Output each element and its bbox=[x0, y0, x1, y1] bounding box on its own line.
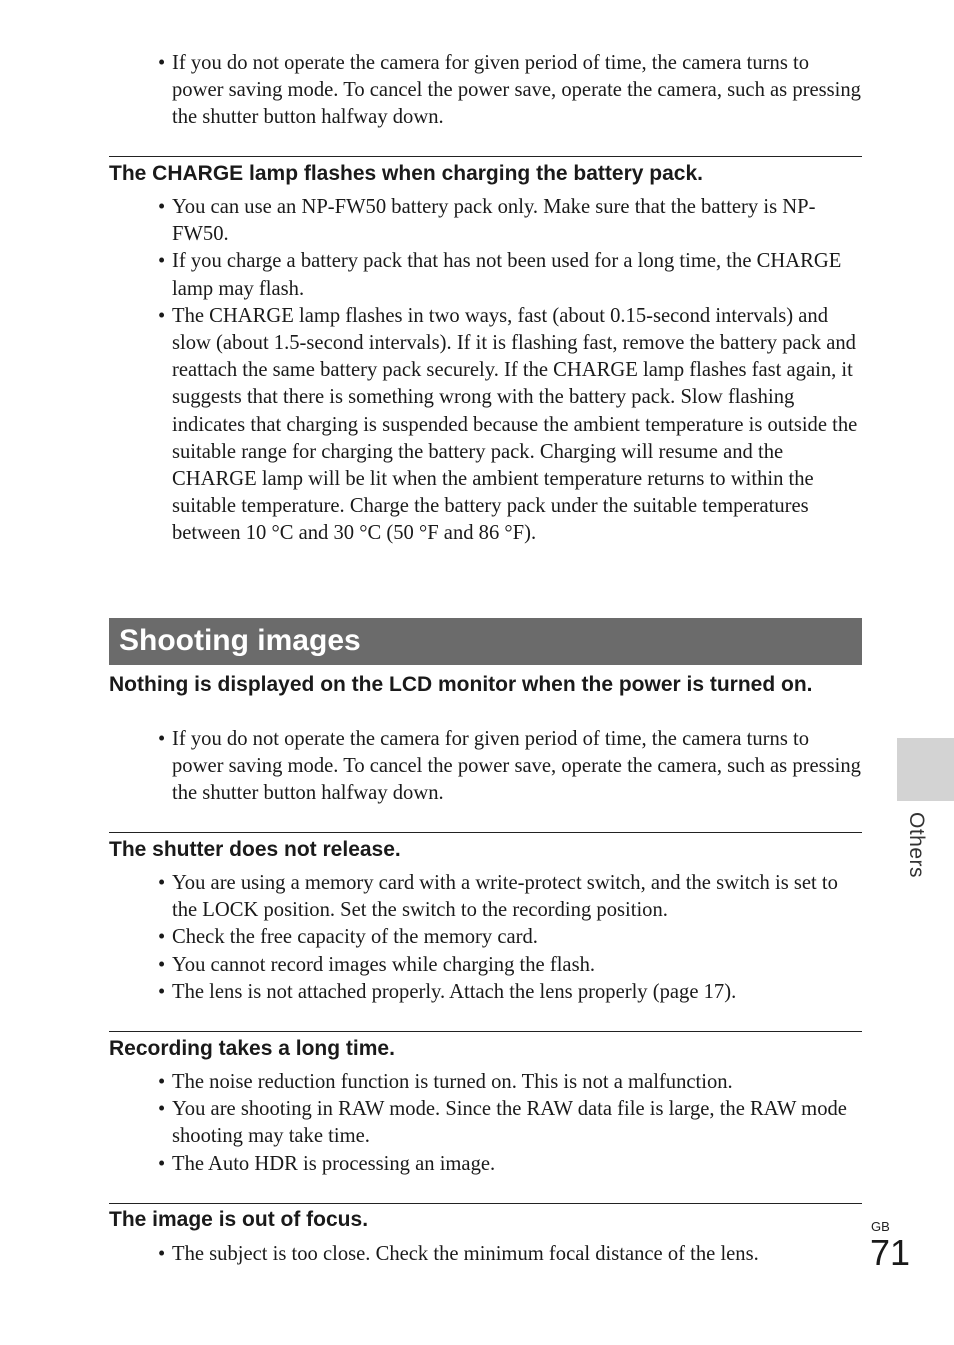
recording-bullet-1: • The noise reduction function is turned on. This is not a malfunction. bbox=[158, 1069, 863, 1096]
section-header-bar bbox=[109, 618, 862, 665]
charge-lamp-bullet-2: • If you charge a battery pack that has not been used for a long time, the CHARGE lamp may flash. bbox=[158, 248, 863, 302]
page-number: 71 bbox=[870, 1232, 911, 1273]
shutter-bullet-1: • You are using a memory card with a write-protect switch, and the switch is set to the LOCK position. Set the switch to the recording position. bbox=[158, 870, 863, 924]
focus-heading: The image is out of focus. bbox=[109, 1208, 369, 1231]
divider-rule bbox=[109, 1031, 862, 1032]
divider-rule bbox=[109, 1203, 862, 1204]
charge-lamp-bullet-list bbox=[158, 194, 863, 548]
side-tab-marker bbox=[897, 738, 954, 801]
charge-lamp-bullet-1: • You can use an NP-FW50 battery pack only. Make sure that the battery is NP-FW50. bbox=[158, 194, 863, 248]
shutter-bullet-4: • The lens is not attached properly. Attach the lens properly (page 17). bbox=[158, 979, 863, 1006]
lcd-bullet-list bbox=[158, 726, 863, 808]
focus-bullet-list bbox=[158, 1241, 863, 1268]
shutter-heading: The shutter does not release. bbox=[109, 838, 401, 861]
focus-bullet-1: • The subject is too close. Check the minimum focal distance of the lens. bbox=[158, 1241, 863, 1268]
intro-bullet-list bbox=[158, 50, 863, 132]
section-title: Shooting images bbox=[119, 624, 361, 657]
region-code: GB bbox=[871, 1219, 890, 1234]
shutter-bullet-list bbox=[158, 870, 863, 1006]
charge-lamp-bullet-3: • The CHARGE lamp flashes in two ways, fast (about 0.15-second intervals) and slow (about 1.5-second intervals). If it is flashing fast, remove the battery pack and reattach the same battery pack securely. If the CHARGE lamp flashes fast again, it suggests that there is something wrong with the battery pack. Slow flashing indicates that charging is suspended because the ambient temperature is outside the suitable range for charging the battery pack. Charging will resume and the CHARGE lamp will be lit when the ambient temperature returns to within the suitable temperature. Charge the battery pack under the suitable temperatures between 10 °C and 30 °C (50 °F and 86 °F). bbox=[158, 303, 863, 548]
divider-rule bbox=[109, 832, 862, 833]
recording-bullet-list bbox=[158, 1069, 863, 1178]
lcd-bullet-1: • If you do not operate the camera for given period of time, the camera turns to power saving mode. To cancel the power save, operate the camera, such as pressing the shutter button halfway down. bbox=[158, 726, 863, 808]
intro-bullet-1: • If you do not operate the camera for given period of time, the camera turns to power saving mode. To cancel the power save, operate the camera, such as pressing the shutter button halfway down. bbox=[158, 50, 863, 132]
divider-rule bbox=[109, 156, 862, 157]
charge-lamp-heading: The CHARGE lamp flashes when charging the battery pack. bbox=[109, 162, 703, 185]
recording-bullet-2: • You are shooting in RAW mode. Since the RAW data file is large, the RAW mode shooting may take time. bbox=[158, 1096, 863, 1150]
recording-bullet-3: • The Auto HDR is processing an image. bbox=[158, 1151, 863, 1178]
recording-heading: Recording takes a long time. bbox=[109, 1037, 395, 1060]
shutter-bullet-2: • Check the free capacity of the memory card. bbox=[158, 924, 863, 951]
side-tab-label: Others bbox=[905, 812, 928, 879]
shutter-bullet-3: • You cannot record images while charging the flash. bbox=[158, 952, 863, 979]
lcd-heading: Nothing is displayed on the LCD monitor when the power is turned on. bbox=[109, 673, 813, 696]
